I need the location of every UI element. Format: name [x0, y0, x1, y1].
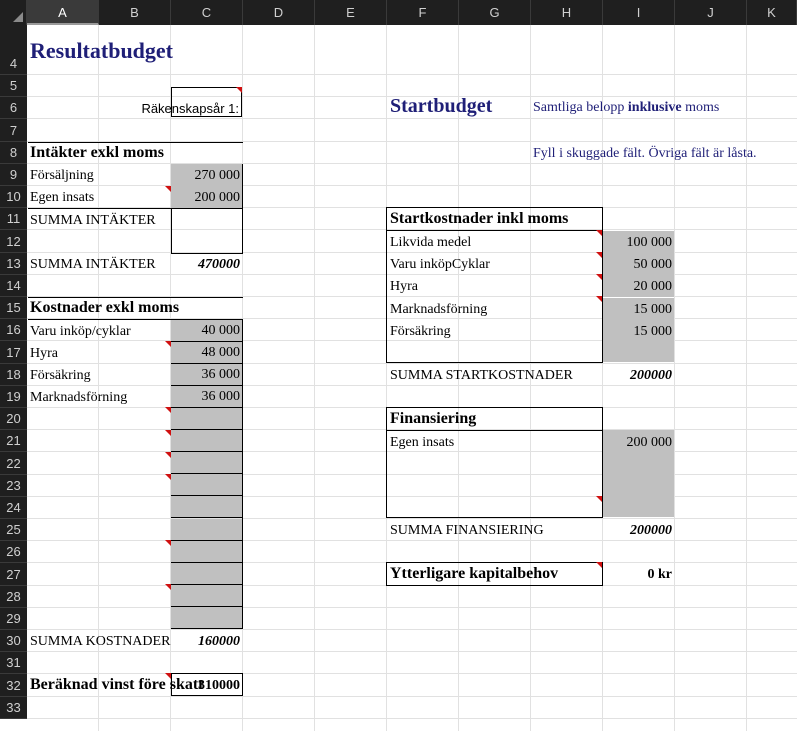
row-header-30[interactable]: 30 [0, 630, 27, 652]
column-header-j[interactable]: J [675, 0, 747, 25]
row-header-33[interactable]: 33 [0, 697, 27, 719]
start-cost-label: Marknadsförning [390, 302, 488, 317]
profit-border [171, 673, 243, 696]
row-header-22[interactable]: 22 [0, 452, 27, 475]
row-header-6[interactable]: 6 [0, 97, 27, 119]
gridline [27, 74, 797, 75]
row-header-28[interactable]: 28 [0, 586, 27, 608]
row-header-14[interactable]: 14 [0, 275, 27, 297]
row-header-24[interactable]: 24 [0, 497, 27, 519]
cost-empty-input[interactable] [171, 474, 242, 496]
start-cost-input[interactable]: 50 000 [602, 253, 674, 275]
row-header-5[interactable]: 5 [0, 75, 27, 97]
row-header-7[interactable]: 7 [0, 119, 27, 142]
column-header-a[interactable]: A [27, 0, 99, 25]
extra-capital-label: Ytterligare kapitalbehov [390, 565, 559, 582]
border-line [28, 142, 243, 143]
cost-empty-input[interactable] [171, 452, 242, 474]
cost-input[interactable]: 40 000 [171, 320, 242, 342]
fiscal-year-label: Räkenskapsår 1: [141, 101, 239, 116]
cost-empty-input[interactable] [171, 541, 242, 563]
row-header-13[interactable]: 13 [0, 253, 27, 275]
sum-income-value: 470000 [198, 257, 240, 272]
comment-indicator[interactable] [165, 186, 171, 192]
column-header-b[interactable]: B [99, 0, 171, 25]
border-line [28, 297, 243, 298]
amounts-note-bold: inklusive [627, 100, 682, 115]
result-budget-title: Resultatbudget [30, 38, 174, 63]
cost-input[interactable]: 36 000 [171, 364, 242, 386]
column-header-f[interactable]: F [387, 0, 459, 25]
row-header-29[interactable]: 29 [0, 608, 27, 630]
start-cost-label: Likvida medel [390, 235, 472, 250]
comment-indicator[interactable] [236, 87, 242, 93]
gridline [27, 607, 797, 608]
start-cost-input[interactable]: 20 000 [602, 275, 674, 297]
row-header-9[interactable]: 9 [0, 164, 27, 186]
row-header-19[interactable]: 19 [0, 386, 27, 408]
gridline [674, 25, 675, 731]
column-header-c[interactable]: C [171, 0, 243, 25]
cost-empty-input[interactable] [171, 408, 242, 430]
select-all-corner[interactable] [0, 0, 27, 25]
cost-empty-input[interactable] [171, 519, 242, 541]
gridline [386, 25, 387, 731]
fiscal-year-input[interactable] [171, 87, 242, 117]
row-header-10[interactable]: 10 [0, 186, 27, 208]
border-line [242, 164, 243, 253]
cost-input[interactable]: 36 000 [171, 386, 242, 408]
fin-own-input[interactable]: 200 000 [602, 430, 674, 453]
extra-capital-value: 0 kr [647, 567, 672, 582]
comment-indicator[interactable] [596, 562, 602, 568]
amounts-note-suffix: moms [685, 100, 720, 115]
sum-income-label-b: SUMMA INTÄKTER [30, 257, 156, 272]
own-contribution-input[interactable]: 200 000 [171, 186, 242, 208]
sum-income-label-a: SUMMA INTÄKTER [30, 213, 156, 228]
comment-indicator[interactable] [165, 452, 171, 458]
start-costs-header: Startkostnader inkl moms [390, 210, 569, 227]
comment-indicator[interactable] [596, 230, 602, 236]
row-header-27[interactable]: 27 [0, 563, 27, 586]
cost-input[interactable]: 48 000 [171, 342, 242, 364]
row-header-18[interactable]: 18 [0, 364, 27, 386]
column-header-e[interactable]: E [315, 0, 387, 25]
gridline [314, 25, 315, 731]
row-header-31[interactable]: 31 [0, 652, 27, 674]
comment-indicator[interactable] [165, 584, 171, 590]
row-header-16[interactable]: 16 [0, 319, 27, 341]
row-header-17[interactable]: 17 [0, 341, 27, 364]
comment-indicator[interactable] [165, 673, 171, 679]
row-header-20[interactable]: 20 [0, 408, 27, 430]
financing-header: Finansiering [390, 410, 477, 427]
border-line [386, 430, 603, 431]
comment-indicator[interactable] [596, 496, 602, 502]
row-header-8[interactable]: 8 [0, 142, 27, 164]
income-header: Intäkter exkl moms [30, 144, 164, 161]
column-header-h[interactable]: H [531, 0, 603, 25]
sum-start-value: 200000 [630, 368, 672, 383]
column-header-g[interactable]: G [459, 0, 531, 25]
cost-empty-input[interactable] [171, 607, 242, 629]
comment-indicator[interactable] [165, 474, 171, 480]
amounts-note [531, 96, 771, 118]
cost-header: Kostnader exkl moms [30, 299, 180, 316]
sales-label: Försäljning [30, 168, 94, 183]
cost-empty-input[interactable] [171, 496, 242, 518]
comment-indicator[interactable] [596, 296, 602, 302]
cost-empty-input[interactable] [171, 585, 242, 607]
row-header-4[interactable]: 4 [0, 25, 27, 75]
border-line [386, 230, 603, 231]
profit-label: Beräknad vinst före skatt [30, 676, 204, 693]
row-header-12[interactable]: 12 [0, 230, 27, 253]
financing-border [386, 407, 603, 518]
row-header-21[interactable]: 21 [0, 430, 27, 452]
row-header-11[interactable]: 11 [0, 208, 27, 230]
start-cost-label: Varu inköpCyklar [390, 257, 490, 272]
sum-start-label: SUMMA STARTKOSTNADER [390, 368, 573, 383]
border-line [242, 319, 243, 629]
row-header-26[interactable]: 26 [0, 541, 27, 563]
start-cost-label: Försäkring [390, 324, 451, 339]
start-budget-title: Startbudget [390, 95, 493, 117]
border-line [28, 319, 243, 320]
row-header-32[interactable]: 32 [0, 674, 27, 697]
cost-empty-input[interactable] [171, 430, 242, 452]
cost-label: Marknadsförning [30, 390, 128, 405]
row-header-25[interactable]: 25 [0, 519, 27, 541]
comment-indicator[interactable] [165, 540, 171, 546]
comment-indicator[interactable] [165, 407, 171, 413]
comment-indicator[interactable] [165, 430, 171, 436]
fin-empty-input[interactable] [602, 453, 674, 517]
sum-cost-value: 160000 [198, 634, 240, 649]
cost-empty-input[interactable] [171, 563, 242, 585]
comment-indicator[interactable] [596, 274, 602, 280]
start-cost-input[interactable]: 100 000 [602, 231, 674, 253]
start-cost-label: Hyra [390, 279, 418, 294]
border-line [28, 208, 243, 209]
start-cost-empty-input[interactable] [602, 340, 674, 362]
comment-indicator[interactable] [596, 252, 602, 258]
profit-value: 310000 [198, 678, 240, 693]
gridline [27, 696, 797, 697]
column-header-i[interactable]: I [603, 0, 675, 25]
column-header-k[interactable]: K [747, 0, 797, 25]
sum-fin-value: 200000 [630, 523, 672, 538]
fin-own-label: Egen insats [390, 435, 455, 450]
gridline [27, 718, 797, 719]
sales-input[interactable]: 270 000 [171, 164, 242, 186]
sum-cost-label: SUMMA KOSTNADER [30, 634, 171, 649]
extra-capital-border [386, 562, 603, 586]
row-header-15[interactable]: 15 [0, 297, 27, 319]
row-header-23[interactable]: 23 [0, 475, 27, 497]
border-line [171, 253, 243, 254]
start-cost-input[interactable]: 15 000 [602, 298, 674, 320]
sum-fin-label: SUMMA FINANSIERING [390, 523, 544, 538]
cost-label: Försäkring [30, 368, 91, 383]
cost-label: Varu inköp/cyklar [30, 324, 131, 339]
own-contribution-label: Egen insats [30, 190, 95, 205]
amounts-note-prefix: Samtliga belopp [533, 100, 625, 115]
gridline [746, 25, 747, 731]
start-cost-input[interactable]: 15 000 [602, 320, 674, 342]
column-header-d[interactable]: D [243, 0, 315, 25]
comment-indicator[interactable] [165, 341, 171, 347]
instruction-text: Fyll i skuggade fält. Övriga fält är låsta. [533, 146, 757, 161]
income-sum-border [171, 208, 243, 253]
cost-label: Hyra [30, 346, 58, 361]
